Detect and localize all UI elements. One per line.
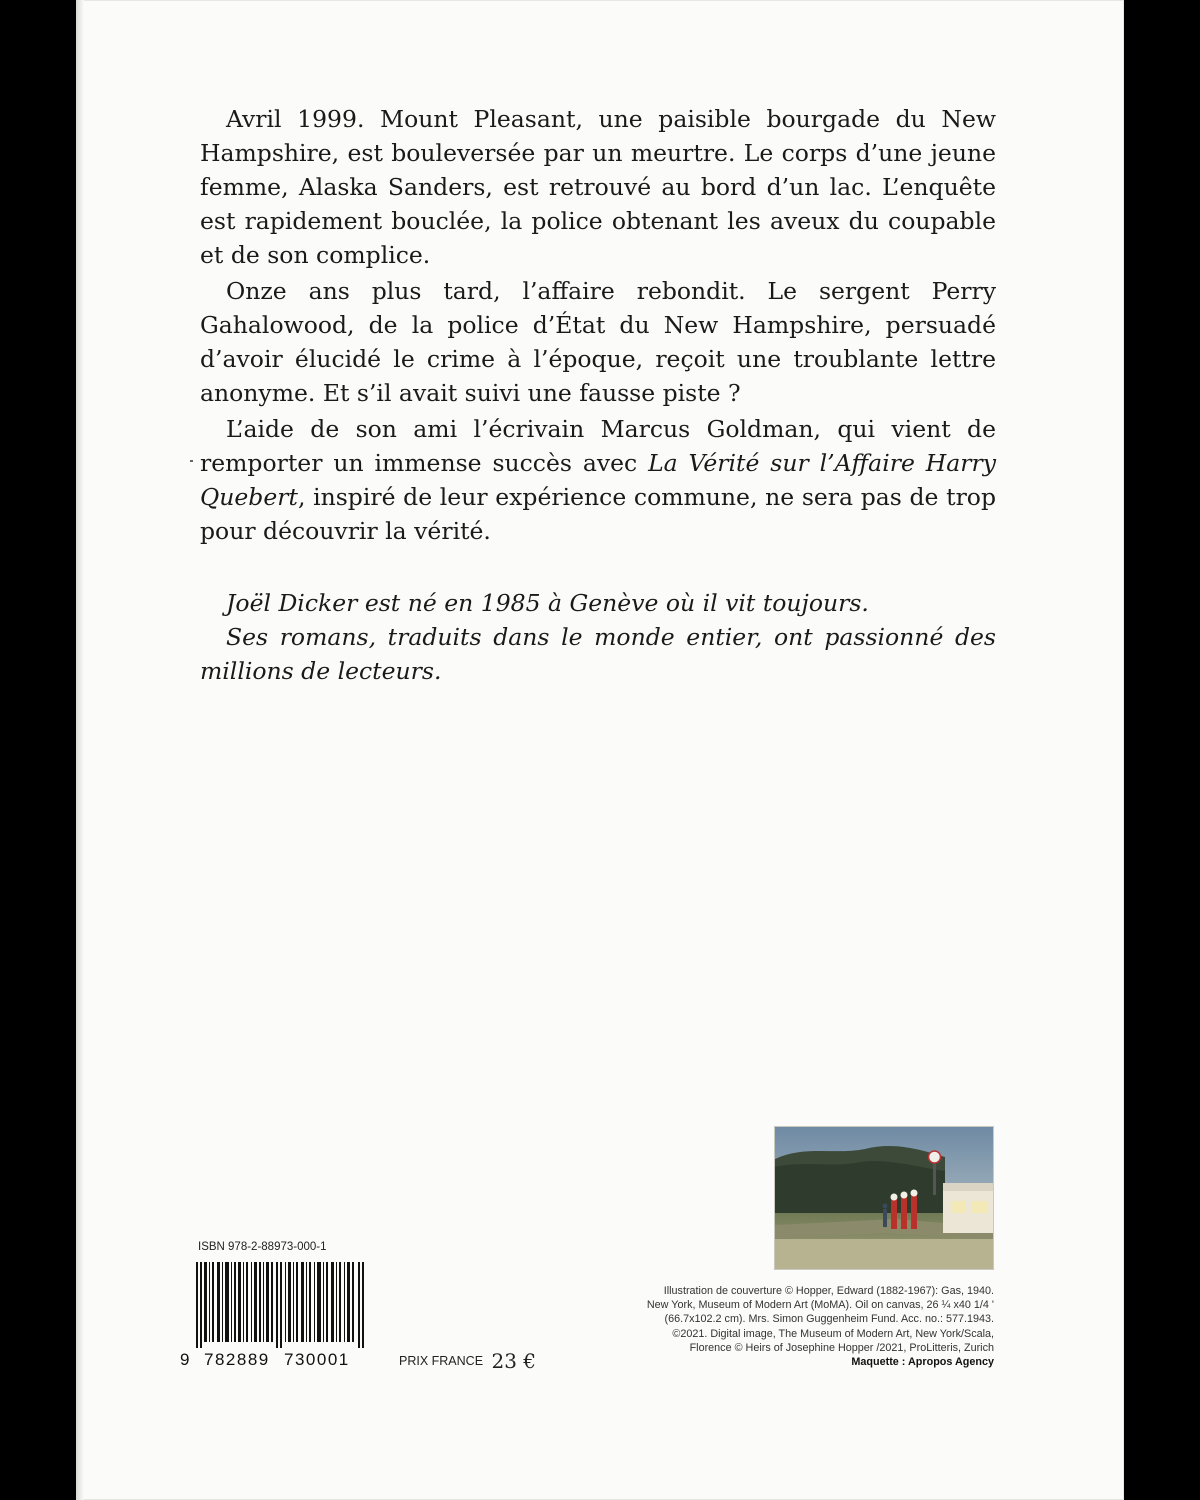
price-label: PRIX FRANCE [399,1354,484,1368]
barcode [196,1262,366,1348]
credit-line: Illustration de couverture © Hopper, Edward (1882-1967): Gas, 1940. [663,1285,994,1297]
price [399,1349,536,1373]
blurb-paragraph-2: Onze ans plus tard, l’affaire rebondit. Le sergent Perry Gahalowood, de la police d’État du New Hampshire, persuadé d’avoir élucidé le crime à l’époque, reçoit une troublante lettre anonyme. Et s’il avait suivi une fausse piste ? [200,277,996,407]
cover-edge [76,0,84,1500]
blurb-paragraph-3 [200,412,996,548]
cover-painting-thumbnail [774,1126,994,1270]
credit-line: (66.7x102.2 cm). Mrs. Simon Guggenheim Fund. Acc. no.: 577.1943. [664,1313,994,1326]
blurb-p3-after: , inspiré de leur expérience commune, ne sera pas de trop pour découvrir la vérité. [200,483,996,545]
author-bio [200,586,996,688]
blurb-p3-before: L’aide de son ami l’écrivain Marcus Goldman, qui vient de remporter un immense succès avec [200,415,996,477]
credit-line: New York, Museum of Modern Art (MoMA). Oil on canvas, 26 ¼ x40 1/4 ' [646,1299,994,1312]
credit-line: Florence © Heirs of Josephine Hopper /2021, ProLitteris, Zurich [689,1341,994,1354]
novel-title: La Vérité sur l’Affaire Harry Quebert [200,449,996,511]
barcode-digits-left: 782889 [204,1350,270,1369]
blurb-paragraph-1: Avril 1999. Mount Pleasant, une paisible bourgade du New Hampshire, est bouleversée par un meurtre. Le corps d’une jeune femme, Alaska Sanders, est retrouvé au bord d’un lac. L’enquête est rapidement bouclée, la police obtenant les aveux du coupable et de son complice. [200,105,996,269]
bio-line-2: Ses romans, traduits dans le monde entier, ont passionné des millions de lecteurs. [200,623,996,685]
isbn-label: ISBN 978-2-88973-000-1 [198,1241,327,1253]
bio-line-1: Joël Dicker est né en 1985 à Genève où il vit toujours. [226,589,869,617]
barcode-digits [180,1350,380,1372]
print-speck [190,460,193,462]
blurb [200,102,996,550]
price-value: 23 € [491,1349,537,1373]
barcode-digit-first: 9 [180,1350,190,1369]
maquette-credit: Maquette : Apropos Agency [851,1356,994,1369]
cover-credits [594,1284,994,1369]
barcode-digits-right: 730001 [284,1350,350,1369]
credit-line: ©2021. Digital image, The Museum of Modern Art, New York/Scala, [672,1327,994,1340]
